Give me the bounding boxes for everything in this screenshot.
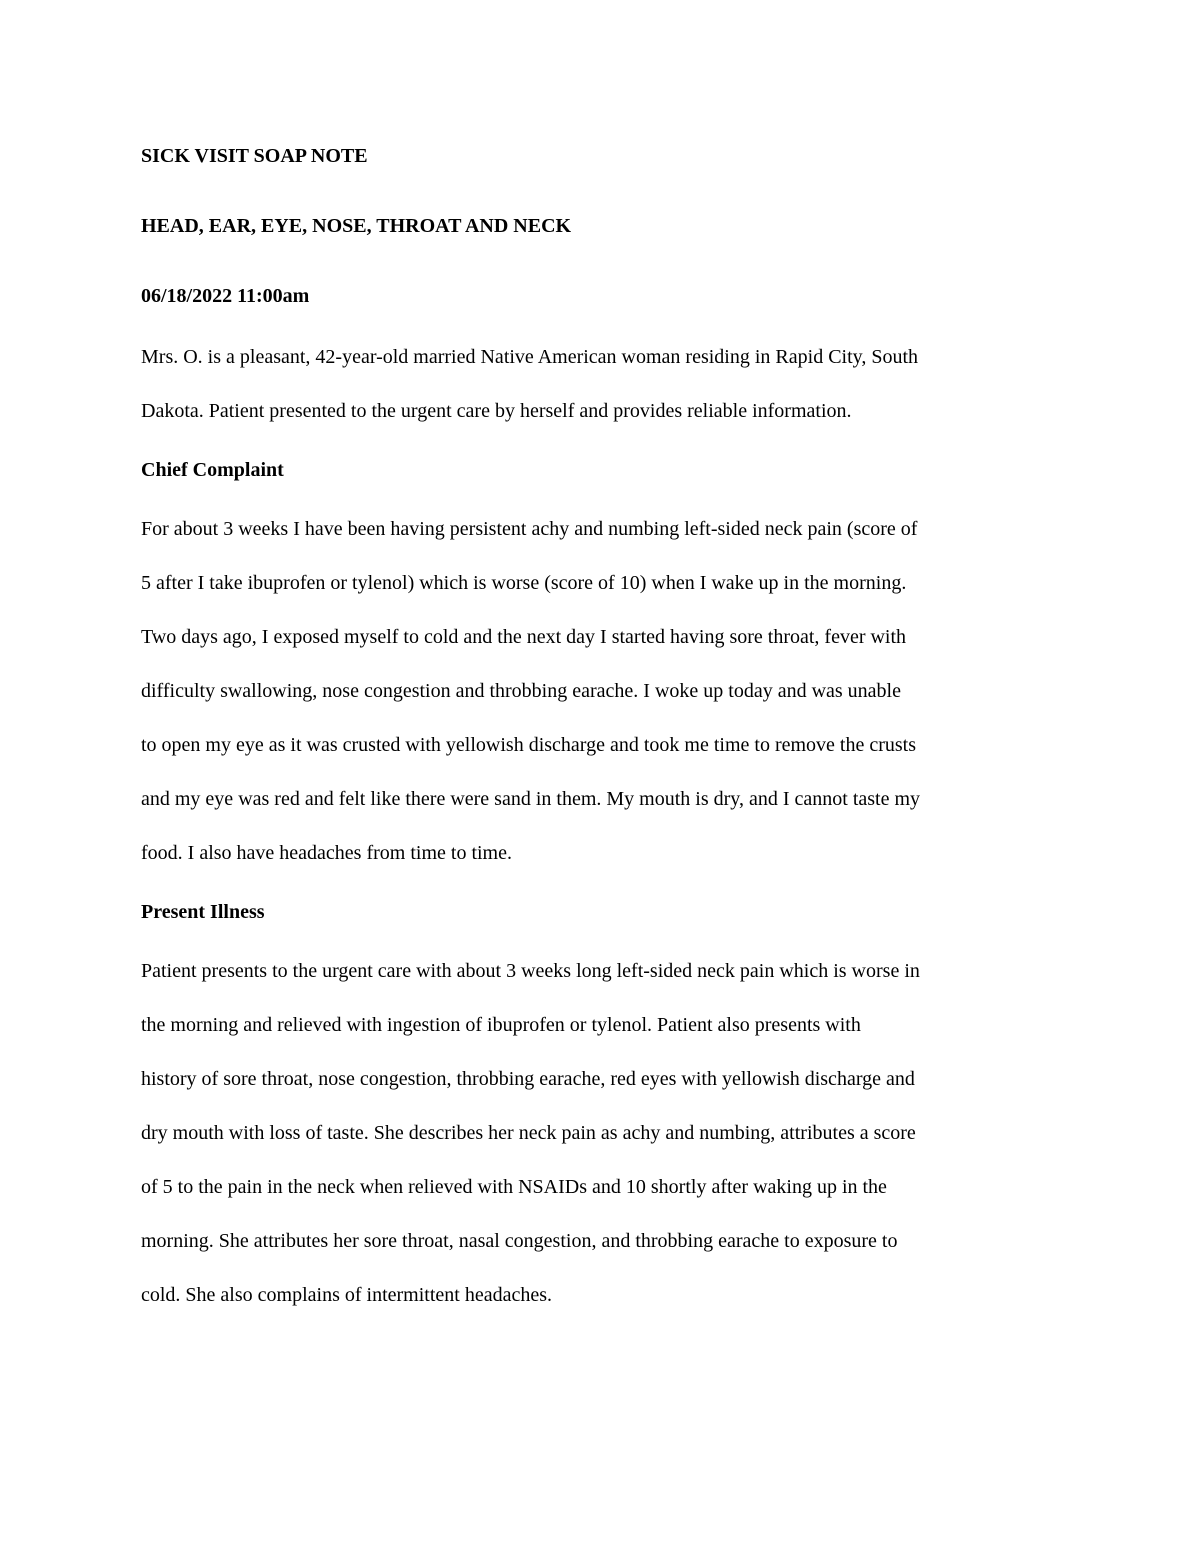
present-illness-line: morning. She attributes her sore throat, nasal congestion, and throbbing earache to exposure to bbox=[141, 1230, 898, 1252]
intro-line: Dakota. Patient presented to the urgent care by herself and provides reliable information. bbox=[141, 400, 852, 422]
present-illness-line: history of sore throat, nose congestion, throbbing earache, red eyes with yellowish discharge and bbox=[141, 1068, 915, 1090]
chief-complaint-paragraph bbox=[141, 502, 1071, 880]
intro-line: Mrs. O. is a pleasant, 42-year-old married Native American woman residing in Rapid City, South bbox=[141, 346, 919, 368]
present-illness-line: cold. She also complains of intermittent headaches. bbox=[141, 1284, 552, 1306]
present-illness-line: dry mouth with loss of taste. She describes her neck pain as achy and numbing, attributes a score bbox=[141, 1122, 916, 1144]
chief-complaint-line: and my eye was red and felt like there were sand in them. My mouth is dry, and I cannot taste my bbox=[141, 788, 921, 810]
chief-complaint-line: food. I also have headaches from time to time. bbox=[141, 842, 512, 864]
present-illness-paragraph bbox=[141, 944, 1071, 1322]
document-subtitle: HEAD, EAR, EYE, NOSE, THROAT AND NECK bbox=[141, 215, 572, 237]
chief-complaint-line: 5 after I take ibuprofen or tylenol) which is worse (score of 10) when I wake up in the morning. bbox=[141, 572, 907, 594]
visit-datetime: 06/18/2022 11:00am bbox=[141, 285, 310, 307]
chief-complaint-heading: Chief Complaint bbox=[141, 459, 284, 481]
chief-complaint-line: to open my eye as it was crusted with yellowish discharge and took me time to remove the crusts bbox=[141, 734, 917, 756]
present-illness-line: the morning and relieved with ingestion of ibuprofen or tylenol. Patient also presents with bbox=[141, 1014, 861, 1036]
chief-complaint-line: For about 3 weeks I have been having persistent achy and numbing left-sided neck pain (score of bbox=[141, 518, 918, 540]
present-illness-line: Patient presents to the urgent care with about 3 weeks long left-sided neck pain which is worse in bbox=[141, 960, 920, 982]
document-title: SICK VISIT SOAP NOTE bbox=[141, 145, 368, 167]
present-illness-line: of 5 to the pain in the neck when relieved with NSAIDs and 10 shortly after waking up in the bbox=[141, 1176, 887, 1198]
chief-complaint-line: Two days ago, I exposed myself to cold and the next day I started having sore throat, fever with bbox=[141, 626, 907, 648]
present-illness-heading: Present Illness bbox=[141, 901, 265, 923]
chief-complaint-line: difficulty swallowing, nose congestion and throbbing earache. I woke up today and was unable bbox=[141, 680, 901, 702]
document-body bbox=[141, 140, 1071, 1322]
intro-paragraph bbox=[141, 330, 1071, 438]
